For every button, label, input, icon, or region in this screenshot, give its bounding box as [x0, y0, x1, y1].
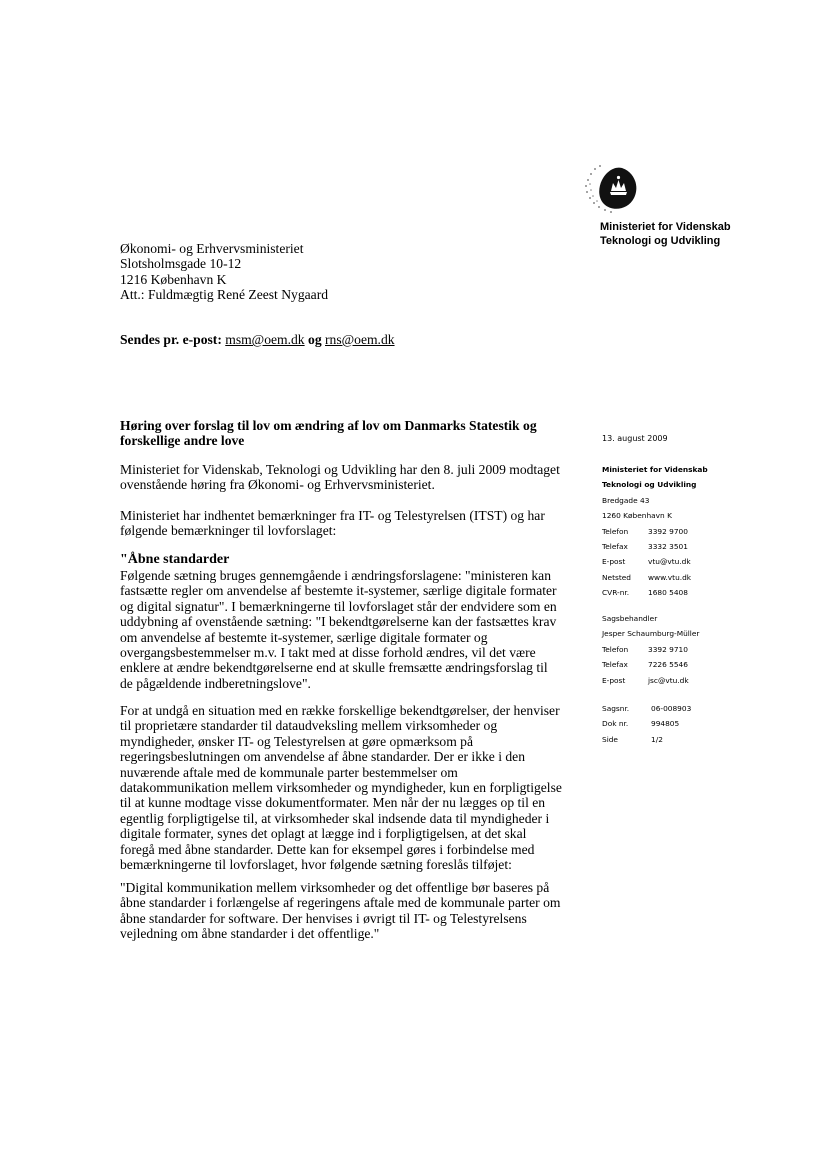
contact-key: CVR-nr. [602, 588, 630, 598]
text-line: de pågældende indberetningslove". [120, 675, 311, 691]
handler-name: Jesper Schaumburg-Müller [602, 629, 700, 639]
text-line: og digital signatur". I bemærkningerne til lovforslaget står der endvidere som en [120, 598, 557, 614]
email-link-msm[interactable]: msm@oem.dk [225, 332, 305, 347]
text-line: uddybning af ovenstående sætning: "I bekendtgørelserne kan der fastsættes krav [120, 614, 557, 630]
contact-row [602, 570, 708, 585]
contact-value: vtu@vtu.dk [648, 557, 691, 567]
text-line: Ministeriet har indhentet bemærkninger fra IT- og Telestyrelsen (ITST) og har [120, 508, 545, 523]
send-label: Sendes pr. e-post: [120, 332, 222, 347]
text-line: datakommunikation mellem virksomheder og myndigheder, kun en forpligtigelse [120, 780, 562, 796]
case-value: 1/2 [651, 734, 663, 744]
section-heading: "Åbne standarder [120, 552, 230, 567]
text-line: overgangsbestemmelser m.v. I takt med at disse forhold ændres, vil det være [120, 645, 536, 661]
ministry-logo [582, 158, 640, 216]
case-key: Dok nr. [602, 719, 629, 729]
case-row [602, 701, 691, 716]
case-key: Sagsnr. [602, 704, 630, 713]
and-word: og [308, 332, 322, 347]
text-line: Følgende sætning bruges gennemgående i ændringsforslagene: "ministeren kan [120, 568, 552, 583]
text-line: vejledning om åbne standarder i det offentlige." [120, 926, 380, 942]
contact-row [602, 554, 708, 569]
subject-line: Høring over forslag til lov om ændring af lov om Danmarks Statestik og [120, 418, 537, 433]
case-value: 06-008903 [651, 704, 692, 713]
text-line: Ministeriet for Videnskab, Teknologi og Udvikling har den 8. juli 2009 modtaget [120, 462, 560, 477]
handler-label: Sagsbehandler [602, 614, 658, 623]
email-link-rns[interactable]: rns@oem.dk [325, 332, 395, 347]
case-reference-info [602, 701, 691, 747]
text-line: om anvendelse af bestemte it-systemer, særlige digitale formater og [120, 629, 488, 645]
text-line: ovenstående høring fra Økonomi- og Erhvervsministeriet. [120, 477, 435, 493]
text-line: fastsætte regler om anvendelse af bestemte it-systemer, særlige digitale formater [120, 583, 557, 599]
ministry-name [600, 220, 731, 248]
paragraph-5 [120, 880, 560, 942]
contact-value: jsc@vtu.dk [648, 675, 689, 685]
text-line: "Digital kommunikation mellem virksomheder og det offentlige bør baseres på [120, 880, 550, 895]
contact-row [602, 585, 708, 600]
contact-value: 3392 9700 [648, 526, 688, 536]
contact-value: 1680 5408 [648, 588, 688, 598]
contact-row [602, 539, 708, 554]
contact-row [602, 524, 708, 539]
contact-value: 3332 3501 [648, 542, 688, 552]
text-line: følgende bemærkninger til lovforslaget: [120, 523, 337, 539]
ministry-name-line1: Ministeriet for Videnskab [600, 221, 731, 233]
paragraph-1 [120, 462, 560, 493]
handler-contact-row [602, 673, 699, 688]
recipient-line: Økonomi- og Erhvervsministeriet [120, 241, 304, 256]
sender-city: 1260 København K [602, 511, 672, 521]
contact-key: Netsted [602, 572, 631, 582]
text-line: åbne standarder i forlængelse af regeringens aftale med de kommunale parter om [120, 895, 561, 911]
recipient-line: Slotsholmsgade 10-12 [120, 256, 242, 272]
send-via-email-line [120, 332, 395, 347]
contact-key: Telefax [602, 542, 628, 552]
text-line: foregå med åbne standarder. Dette kan for eksempel gøres i forbindelse med [120, 841, 535, 857]
handler-contact-row [602, 642, 699, 657]
case-value: 994805 [651, 719, 680, 729]
case-key: Side [602, 734, 618, 744]
text-line: regeringsbeslutningen om anvendelse af åbne standarder. Der er ikke i den [120, 749, 526, 765]
paragraph-3 [120, 568, 557, 691]
contact-key: Telefon [602, 526, 629, 536]
text-line: enklere at ændre bekendtgørelserne end at skulle fremsætte ændringsforslag til [120, 660, 548, 676]
text-line: åbne standarder for software. Der henvises i øvrigt til IT- og Telestyrelsens [120, 910, 527, 926]
sender-org-line2: Teknologi og Udvikling [602, 480, 697, 490]
contact-key: Telefon [602, 644, 629, 654]
contact-value: www.vtu.dk [648, 572, 692, 582]
text-line: egentlig forpligtigelse til, at virksomheder skal indsende data til myndigheder i [120, 810, 550, 826]
recipient-line: 1216 København K [120, 271, 227, 287]
contact-key: E-post [602, 675, 626, 685]
text-line: digitale formater, synes det oplagt at lægge ind i forpligtigelsen, at det skal [120, 826, 527, 842]
case-handler-info [602, 611, 699, 688]
sender-street: Bredgade 43 [602, 495, 650, 505]
ministry-name-line2: Teknologi og Udvikling [600, 235, 721, 247]
handler-contact-row [602, 657, 699, 672]
contact-value: 7226 5546 [648, 660, 688, 670]
text-line: For at undgå en situation med en række forskellige bekendtgørelser, der henviser [120, 703, 560, 718]
contact-key: E-post [602, 557, 626, 567]
case-row [602, 732, 691, 747]
text-line: nuværende aftale med de kommunale parter bestemmelser om [120, 764, 458, 780]
letter-subject [120, 418, 537, 449]
paragraph-2 [120, 508, 545, 539]
case-row [602, 716, 691, 731]
text-line: bemærkningerne til lovforslaget, hvor følgende sætning foreslås tilføjet: [120, 857, 512, 873]
subject-line: forskellige andre love [120, 433, 245, 449]
sender-info [602, 462, 708, 601]
recipient-address [120, 241, 328, 303]
contact-value: 3392 9710 [648, 644, 688, 654]
text-line: til at kunne modtage visse dokumentformater. Men når der nu lægges op til en [120, 795, 546, 811]
contact-key: Telefax [602, 660, 628, 670]
letter-date: 13. august 2009 [602, 434, 668, 443]
text-line: til proprietære standarder til dataudveksling mellem virksomheder og [120, 718, 498, 734]
text-line: myndigheder, ønsker IT- og Telestyrelsen at gøre opmærksom på [120, 733, 473, 749]
sender-org-line1: Ministeriet for Videnskab [602, 465, 708, 474]
recipient-line: Att.: Fuldmægtig René Zeest Nygaard [120, 287, 329, 303]
paragraph-4 [120, 703, 562, 872]
